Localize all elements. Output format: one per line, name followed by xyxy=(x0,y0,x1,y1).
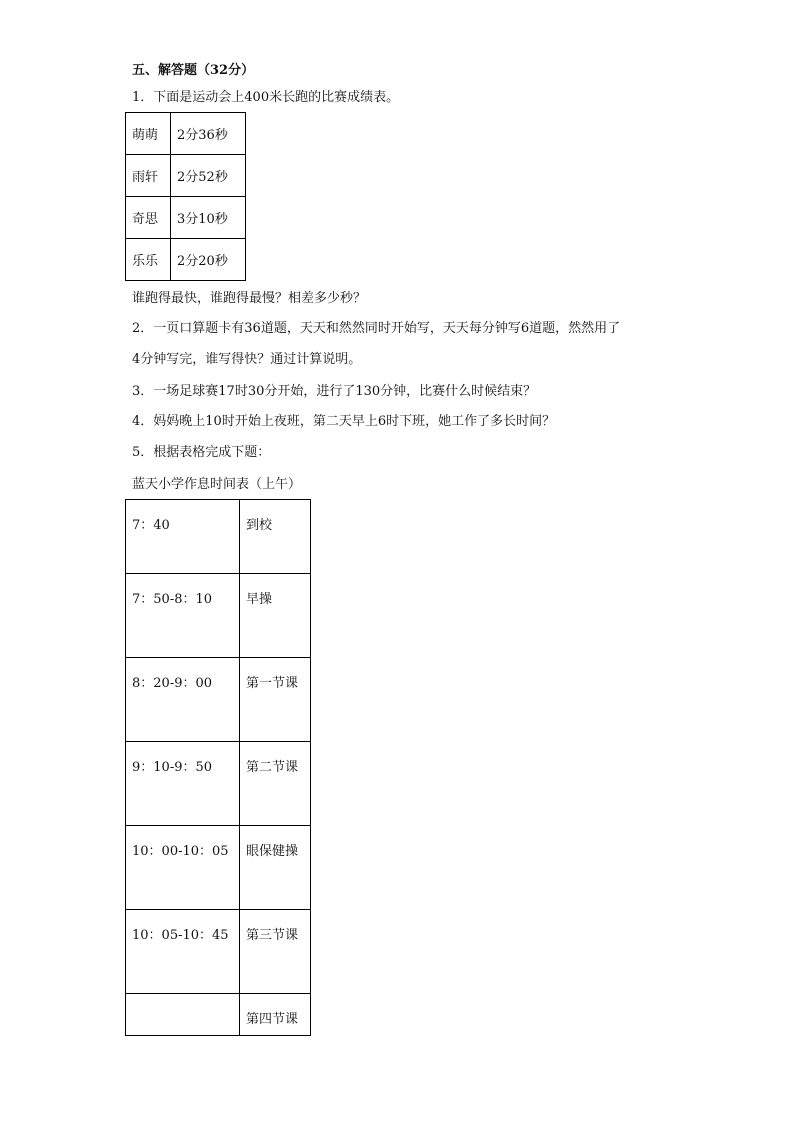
runner-name: 乐乐 xyxy=(126,239,171,281)
table-row xyxy=(126,500,311,574)
schedule-activity: 第一节课 xyxy=(240,658,311,742)
schedule-time: 7：50-8：10 xyxy=(126,574,240,658)
q1-question: 谁跑得最快，谁跑得最慢？相差多少秒？ xyxy=(132,291,367,306)
table-row xyxy=(126,155,246,197)
schedule-time: 10：05-10：45 xyxy=(126,910,240,994)
schedule-time xyxy=(126,994,240,1036)
schedule-activity: 第四节课 xyxy=(240,994,311,1036)
table-row xyxy=(126,113,246,155)
q3-text: 3．一场足球赛17时30分开始，进行了130分钟，比赛什么时候结束？ xyxy=(132,384,537,399)
table-row xyxy=(126,658,311,742)
runner-time: 3分10秒 xyxy=(171,197,246,239)
table-row xyxy=(126,826,311,910)
q4-text: 4．妈妈晚上10时开始上夜班，第二天早上6时下班，她工作了多长时间？ xyxy=(132,414,556,429)
schedule-activity: 第二节课 xyxy=(240,742,311,826)
schedule-time: 7：40 xyxy=(126,500,240,574)
schedule-table xyxy=(125,499,311,1036)
runner-time: 2分20秒 xyxy=(171,239,246,281)
q5-intro: 5．根据表格完成下题： xyxy=(132,445,271,460)
runner-time: 2分52秒 xyxy=(171,155,246,197)
runner-name: 萌萌 xyxy=(126,113,171,155)
schedule-activity: 到校 xyxy=(240,500,311,574)
table-row xyxy=(126,574,311,658)
table-row xyxy=(126,197,246,239)
table-row xyxy=(126,239,246,281)
runner-name: 奇思 xyxy=(126,197,171,239)
schedule-time: 8：20-9：00 xyxy=(126,658,240,742)
q2-line1: 2．一页口算题卡有36道题，天天和然然同时开始写，天天每分钟写6道题，然然用了 xyxy=(132,321,621,336)
runner-name: 雨轩 xyxy=(126,155,171,197)
schedule-activity: 眼保健操 xyxy=(240,826,311,910)
table-row xyxy=(126,994,311,1036)
schedule-time: 10：00-10：05 xyxy=(126,826,240,910)
schedule-title: 蓝天小学作息时间表（上午） xyxy=(132,477,302,492)
schedule-time: 9：10-9：50 xyxy=(126,742,240,826)
table-row xyxy=(126,910,311,994)
q2-line2: 4分钟写完，谁写得快？通过计算说明。 xyxy=(132,352,362,367)
race-results-table xyxy=(125,112,246,281)
q1-intro: 1．下面是运动会上400米长跑的比赛成绩表。 xyxy=(132,90,400,105)
schedule-activity: 第三节课 xyxy=(240,910,311,994)
table-row xyxy=(126,742,311,826)
runner-time: 2分36秒 xyxy=(171,113,246,155)
section-title: 五、解答题（32分） xyxy=(132,63,255,78)
schedule-activity: 早操 xyxy=(240,574,311,658)
